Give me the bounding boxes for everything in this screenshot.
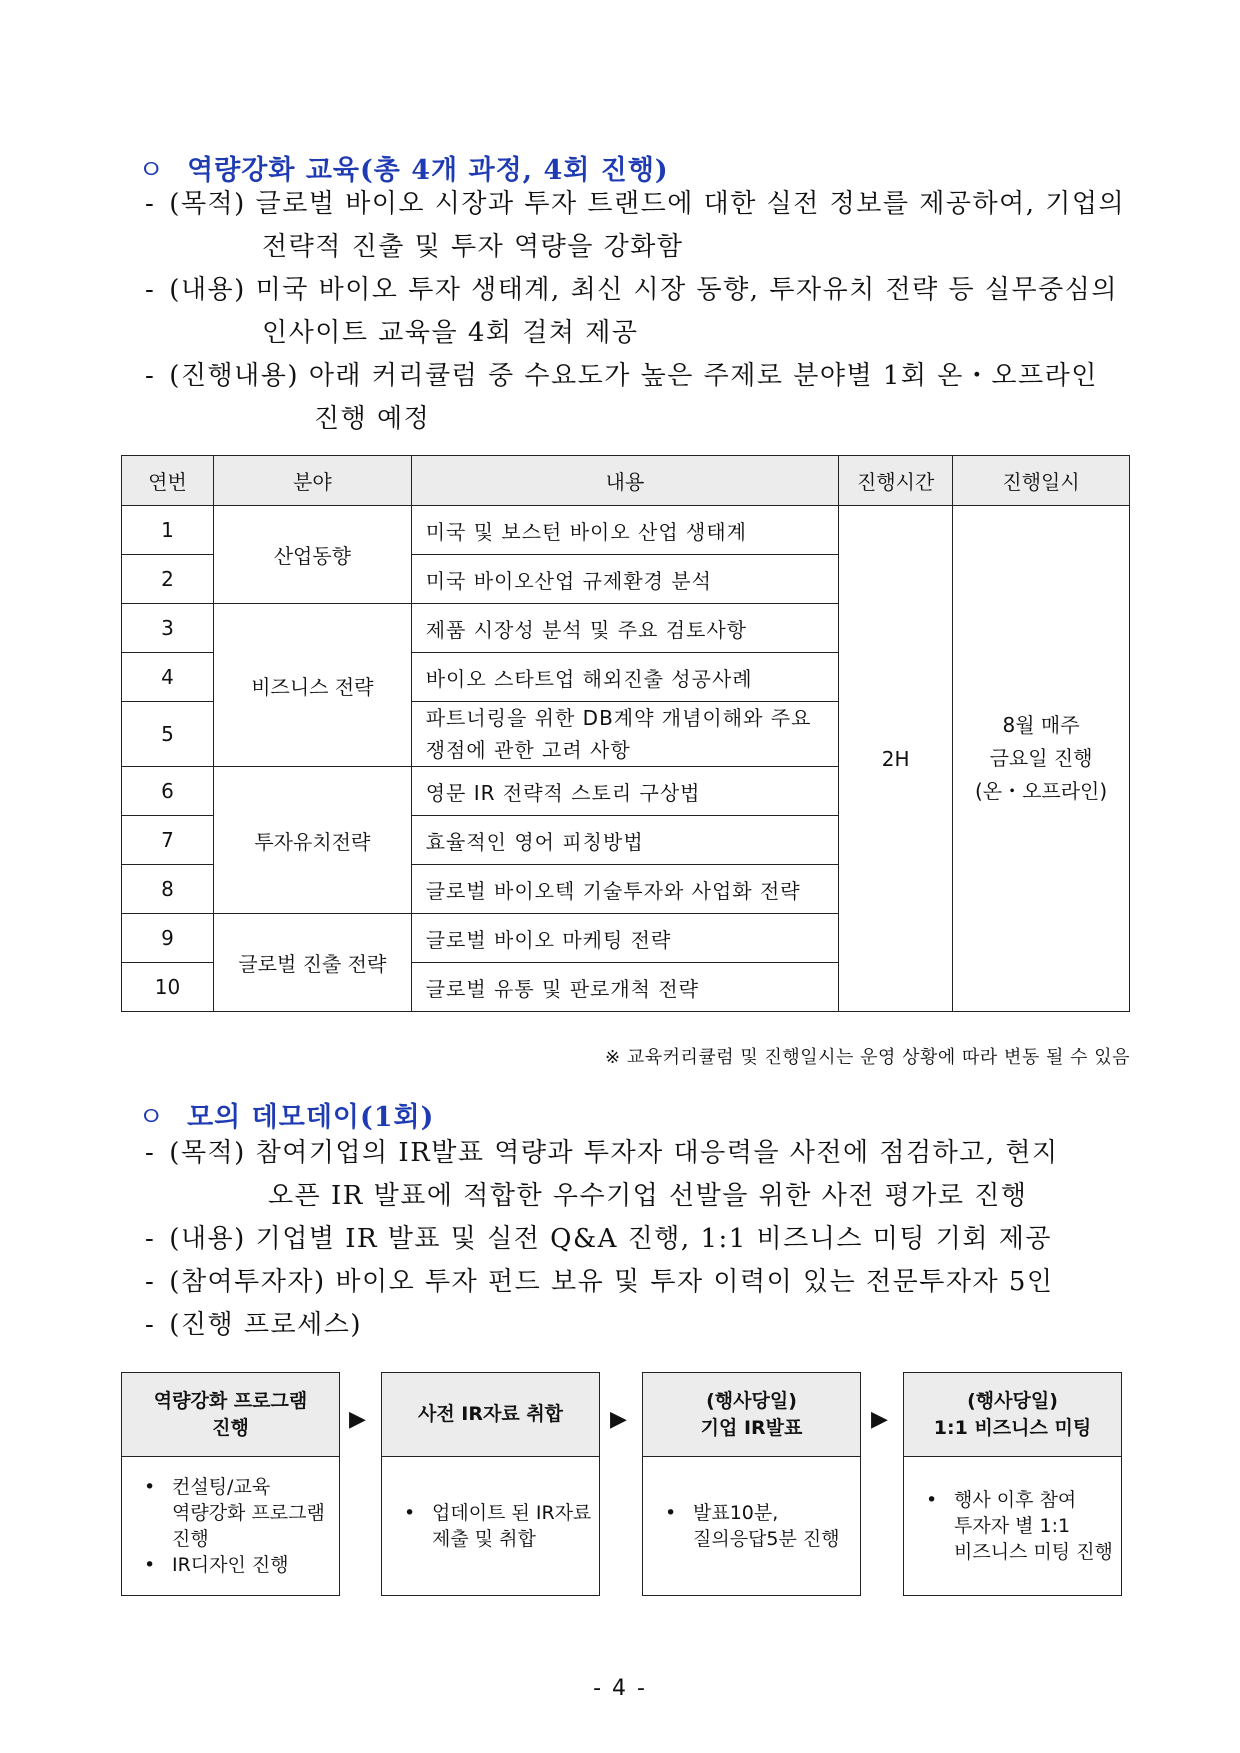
header-content: 내용 — [411, 456, 839, 506]
section2-item-purpose-cont: 오픈 IR 발표에 적합한 우수기업 선발을 위한 사전 평가로 진행 — [268, 1181, 1028, 1211]
process-step-body — [643, 1457, 860, 1595]
header-no: 연번 — [122, 456, 214, 506]
process-bullet: • IR디자인 진행 — [144, 1552, 325, 1578]
section1-item-purpose: - (목적) 글로벌 바이오 시장과 투자 트랜드에 대한 실전 정보를 제공하여, 기업의 — [145, 189, 1126, 219]
header-schedule: 진행일시 — [953, 456, 1130, 506]
section2-heading — [138, 1095, 434, 1134]
table-row: 10 글로벌 유통 및 판로개척 전략 — [122, 963, 1130, 1012]
table-row: 4 바이오 스타트업 해외진출 성공사례 — [122, 653, 1130, 702]
process-arrow-icon: ▶ — [871, 1407, 888, 1432]
table-row: 2 미국 바이오산업 규제환경 분석 — [122, 555, 1130, 604]
table-footnote: ※ 교육커리큘럼 및 진행일시는 운영 상황에 따라 변동 될 수 있음 — [605, 1047, 1130, 1068]
process-step-header: 역량강화 프로그램 진행 — [122, 1373, 339, 1457]
section2-item-investors: - (참여투자자) 바이오 투자 펀드 보유 및 투자 이력이 있는 전문투자자 5인 — [145, 1267, 1054, 1297]
section2-title: 모의 데모데이(1회) — [187, 1102, 435, 1133]
group-cell: 글로벌 진출 전략 — [213, 914, 411, 1012]
table-header-row — [122, 456, 1130, 506]
process-step-header: 사전 IR자료 취합 — [382, 1373, 599, 1457]
table-row: 8 글로벌 바이오텍 기술투자와 사업화 전략 — [122, 865, 1130, 914]
group-cell: 비즈니스 전략 — [213, 604, 411, 767]
curriculum-table — [121, 455, 1130, 1012]
process-arrow-icon: ▶ — [349, 1407, 366, 1432]
section1-item-progress-cont: 진행 예정 — [314, 404, 431, 434]
section1-item-purpose-cont: 전략적 진출 및 투자 역량을 강화함 — [262, 232, 684, 262]
section2-item-content: - (내용) 기업별 IR 발표 및 실전 Q&A 진행, 1:1 비즈니스 미팅 기회 제공 — [145, 1224, 1053, 1254]
process-step-3 — [642, 1372, 861, 1596]
heading-bullet: ㅇ — [138, 1102, 166, 1133]
section1-title: 역량강화 교육(총 4개 과정, 4회 진행) — [187, 155, 669, 186]
section1-item-content: - (내용) 미국 바이오 투자 생태계, 최신 시장 동향, 투자유치 전략 등 실무중심의 — [145, 275, 1119, 305]
group-cell: 산업동향 — [213, 506, 411, 604]
process-step-body — [382, 1457, 599, 1595]
process-bullet: • 컨설팅/교육 역량강화 프로그램 진행 — [144, 1474, 325, 1552]
process-arrow-icon: ▶ — [610, 1407, 627, 1432]
table-row: 9 글로벌 진출 전략 글로벌 바이오 마케팅 전략 — [122, 914, 1130, 963]
group-cell: 투자유치전략 — [213, 767, 411, 914]
process-bullet: • 발표10분, 질의응답5분 진행 — [665, 1500, 840, 1552]
process-bullet: • 업데이트 된 IR자료 제출 및 취합 — [404, 1500, 591, 1552]
heading-bullet: ㅇ — [138, 155, 166, 186]
process-step-4 — [903, 1372, 1122, 1596]
header-time: 진행시간 — [839, 456, 953, 506]
table-row: 1 산업동향 미국 및 보스턴 바이오 산업 생태계 2H 8월 매주 금요일 진행 (온・오프라인) — [122, 506, 1130, 555]
section1-heading — [138, 148, 669, 187]
table-row: 6 투자유치전략 영문 IR 전략적 스토리 구상법 — [122, 767, 1130, 816]
table-row: 5 파트너링을 위한 DB계약 개념이해와 주요 쟁점에 관한 고려 사항 — [122, 702, 1130, 767]
section2-item-purpose: - (목적) 참여기업의 IR발표 역량과 투자자 대응력을 사전에 점검하고, 현지 — [145, 1138, 1059, 1168]
table-row: 3 비즈니스 전략 제품 시장성 분석 및 주요 검토사항 — [122, 604, 1130, 653]
process-step-body — [122, 1457, 339, 1595]
schedule-cell: 8월 매주 금요일 진행 (온・오프라인) — [953, 506, 1130, 1012]
header-field: 분야 — [213, 456, 411, 506]
section2-item-process: - (진행 프로세스) — [145, 1310, 363, 1340]
page-number: - 4 - — [593, 1676, 647, 1701]
process-step-2 — [381, 1372, 600, 1596]
process-step-header: (행사당일) 기업 IR발표 — [643, 1373, 860, 1457]
process-step-header: (행사당일) 1:1 비즈니스 미팅 — [904, 1373, 1121, 1457]
process-bullet: • 행사 이후 참여 투자자 별 1:1 비즈니스 미팅 진행 — [926, 1487, 1113, 1565]
time-cell: 2H — [839, 506, 953, 1012]
table-row: 7 효율적인 영어 피칭방법 — [122, 816, 1130, 865]
section1-item-content-cont: 인사이트 교육을 4회 걸쳐 제공 — [262, 318, 639, 348]
process-step-body — [904, 1457, 1121, 1595]
process-step-1 — [121, 1372, 340, 1596]
section1-item-progress: - (진행내용) 아래 커리큘럼 중 수요도가 높은 주제로 분야별 1회 온・오프라인 — [145, 361, 1098, 391]
